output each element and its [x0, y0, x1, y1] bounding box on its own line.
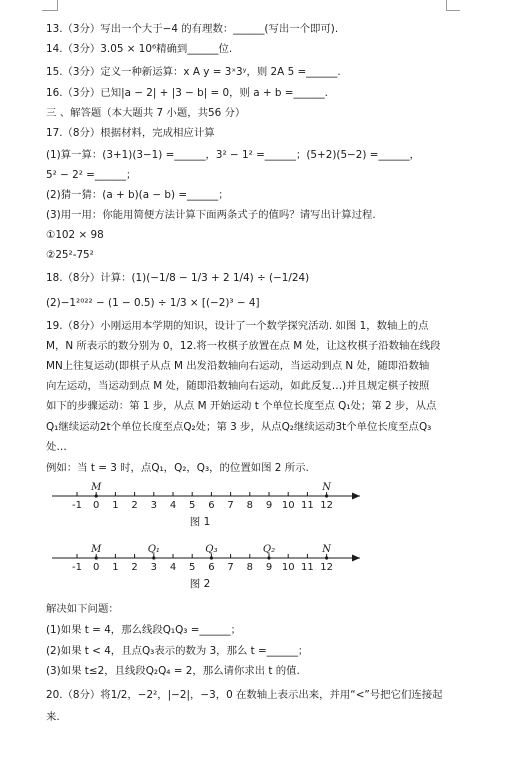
point-dot — [152, 556, 155, 559]
line-q19_1: (1)如果 t = 4，那么线段Q₁Q₃ =______； — [46, 624, 242, 636]
tick-label: 12 — [320, 562, 333, 573]
line-q19_p5: 如下的步骤运动：第 1 步，从点 M 开始运动 t 个单位长度至点 Q₁处；第 2 步，从点 — [46, 400, 437, 412]
line-q19_p7: 处… — [46, 441, 67, 453]
line-q19_p2: M，N 所表示的数分别为 0，12.将一枚棋子放置在点 M 处，让这枚棋子沿数轴在线段 — [46, 340, 441, 352]
line-q19_3: (3)如果 t≤2，且线段Q₂Q₄ = 2，那么请你求出 t 的值. — [46, 665, 300, 677]
line-q16: 16.（3分）已知|a − 2| + |3 − b| = 0，则 a + b =______. — [46, 87, 328, 99]
tick-label: -1 — [72, 500, 82, 511]
tick-label: -1 — [72, 562, 82, 573]
tick-label: 3 — [150, 562, 157, 573]
axis-arrow-icon — [352, 555, 360, 562]
point-label: Q₃ — [205, 544, 218, 555]
line-q19_p1: 19.（8分）小刚运用本学期的知识，设计了一个数学探究活动. 如图 1，数轴上的点 — [46, 320, 429, 332]
line-q17_1a: (1)算一算：(3+1)(3−1) =______，3² − 1² =______；(5+2)(5−2) =______， — [46, 149, 421, 161]
line-q17_3: (3)用一用：你能用简便方法计算下面两条式子的值吗？请写出计算过程. — [46, 209, 376, 221]
point-label: Q₂ — [262, 544, 276, 555]
tick-label: 10 — [281, 500, 295, 511]
tick-label: 4 — [169, 500, 177, 511]
line-q19_p6: Q₁继续运动2t个单位长度至点Q₂处；第 3 步，从点Q₂继续运动3t个单位长度至点Q₃ — [46, 421, 432, 433]
point-label: N — [322, 544, 331, 555]
tick-label: 1 — [112, 500, 119, 511]
point-dot — [210, 556, 213, 559]
tick-label: 11 — [301, 562, 314, 573]
point-label: N — [322, 482, 331, 493]
line-q20b: 来. — [46, 711, 60, 723]
line-q20a: 20.（8分）将1/2，−2²，|−2|，−3，0 在数轴上表示出来，并用“<”号把它们连接起 — [46, 689, 443, 701]
point-dot — [95, 556, 98, 559]
figure-caption: 图 1 — [189, 516, 211, 528]
tick-label: 2 — [131, 500, 138, 511]
tick-label: 12 — [320, 500, 333, 511]
tick-label: 9 — [265, 500, 273, 511]
tick-label: 9 — [265, 562, 273, 573]
tick-label: 4 — [169, 562, 177, 573]
line-solve: 解决如下问题： — [46, 603, 119, 615]
line-q15: 15.（3分）定义一种新运算：x A y = 3ˣ3ʸ，则 2A 5 =______. — [46, 66, 341, 78]
tick-label: 8 — [246, 562, 253, 573]
line-q18_2: (2)−1²⁰²² − (1 − 0.5) ÷ 1/3 × [(−2)³ − 4] — [46, 297, 260, 309]
tick-label: 6 — [208, 500, 215, 511]
point-dot — [267, 556, 270, 559]
line-q14: 14.（3分）3.05 × 10⁶精确到______位. — [46, 43, 233, 55]
line-q17: 17.（8分）根据材料，完成相应计算 — [46, 127, 215, 139]
point-label: M — [91, 544, 102, 555]
point-dot — [325, 556, 328, 559]
tick-label: 0 — [93, 500, 100, 511]
tick-label: 0 — [93, 562, 100, 573]
line-q13: 13.（3分）写出一个大于−4 的有理数：______(写出一个即可). — [46, 23, 339, 35]
tick-label: 7 — [227, 562, 234, 573]
line-q19_p4: 向左运动，当运动到点 M 处，随即沿数轴向右运动，如此反复…)并且规定棋子按照 — [46, 380, 430, 392]
tick-label: 8 — [246, 500, 253, 511]
point-label: Q₁ — [147, 544, 160, 555]
line-q17_1b: 5² − 2² =______； — [46, 169, 137, 181]
line-q17_3b: ②25²-75² — [46, 249, 94, 261]
tick-label: 5 — [189, 562, 196, 573]
line-q19_2: (2)如果 t < 4，且点Q₃表示的数为 3，那么 t =______； — [46, 645, 309, 657]
tick-label: 1 — [112, 562, 119, 573]
tick-label: 7 — [227, 500, 234, 511]
point-label: M — [91, 482, 102, 493]
figure-caption: 图 2 — [189, 578, 211, 590]
tick-label: 2 — [131, 562, 138, 573]
line-q17_2: (2)猜一猜：(a + b)(a − b) =______； — [46, 189, 229, 201]
line-section3: 三 、解答题（本大题共 7 小题，共56 分） — [46, 107, 246, 119]
tick-label: 11 — [301, 500, 314, 511]
tick-label: 5 — [189, 500, 196, 511]
line-q19_p3: MN上往复运动(即棋子从点 M 出发沿数轴向右运动，当运动到点 N 处，随即沿数轴 — [46, 360, 430, 372]
tick-label: 10 — [281, 562, 295, 573]
tick-label: 3 — [150, 500, 157, 511]
line-q17_3a: ①102 × 98 — [46, 229, 104, 241]
line-q18_1: 18.（8分）计算：(1)(−1/8 − 1/3 + 2 1/4) ÷ (−1/24) — [46, 272, 310, 284]
tick-label: 6 — [208, 562, 215, 573]
line-q19_example: 例如：当 t = 3 时，点Q₁，Q₂，Q₃，的位置如图 2 所示. — [46, 462, 309, 474]
